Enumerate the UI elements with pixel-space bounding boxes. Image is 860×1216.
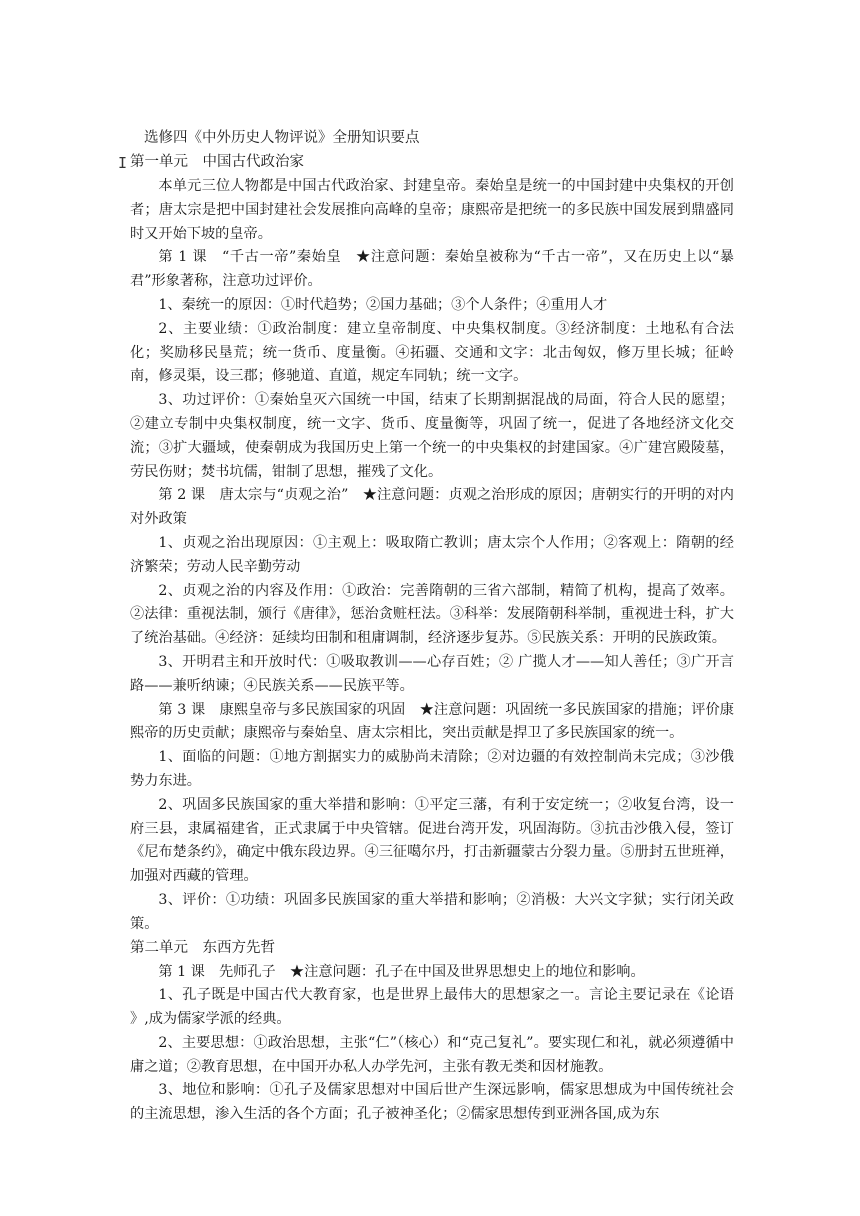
lesson-1-point-1: 1、秦统一的原因：①时代趋势；②国力基础；③个人条件；④重用人才 [158,296,608,313]
lesson-3-heading: 第 3 课 康熙皇帝与多民族国家的巩固 ★注意问题：巩固统一多民族国家的措施；评价康熙帝的历史贡献；康熙帝与秦始皇、唐太宗相比，突出贡献是捍卫了多民族国家的统一。 [130,701,734,742]
unit-1-heading-text: 第一单元 中国古代政治家 [130,154,304,170]
lesson-3-point-2: 2、巩固多民族国家的重大举措和影响：①平定三藩，有利于安定统一；②收复台湾，设一府三县，隶属福建省，正式隶属于中央管辖。促进台湾开发，巩固海防。③抗击沙俄入侵，签订《尼布楚条约》，确定中俄东段边界。④三征噶尔丹，打击新疆蒙古分裂力量。⑤册封五世班禅，加强对西藏的管理。 [130,796,734,885]
lesson-2-point-2: 2、贞观之治的内容及作用：①政治：完善隋朝的三省六部制，精简了机构，提高了效率。②法律：重视法制，颁行《唐律》，惩治贪赃枉法。③科举：发展隋朝科举制，重视进士科，扩大了统治基础。④经济：延续均田制和租庸调制，经济逐步复苏。⑤民族关系：开明的民族政策。 [130,582,734,647]
lesson-2-point-1: 1、贞观之治出现原因：①主观上：吸取隋亡教训；唐太宗个人作用；②客观上：隋朝的经济繁荣；劳动人民辛勤劳动 [130,534,734,575]
lesson-3-point-3: 3、评价：①功绩：巩固多民族国家的重大举措和影响；②消极：大兴文字狱；实行闭关政策。 [130,891,734,932]
lesson-2-point-3: 3、开明君主和开放时代：①吸取教训——心存百姓；② 广揽人才——知人善任；③广开言路——兼听纳谏；④民族关系——民族平等。 [130,653,734,694]
lesson-3-point-1: 1、面临的问题：①地方割据实力的威胁尚未清除；②对边疆的有效控制尚未完成；③沙俄势力东进。 [130,749,734,789]
unit-2-lesson-1-point-2: 2、主要思想：①政治思想，主张“仁”（核心）和“克己复礼”。要实现仁和礼，就必须遵循中庸之道；②教育思想，在中国开办私人办学先河，主张有教无类和因材施教。 [130,1034,734,1075]
lesson-1-heading: 第 1 课 “千古一帝”秦始皇 ★注意问题：秦始皇被称为“千古一帝”，又在历史上以“暴君”形象著称，注意功过评价。 [130,249,734,290]
unit-1-intro: 本单元三位人物都是中国古代政治家、封建皇帝。秦始皇是统一的中国封建中央集权的开创者；唐太宗是把中国封建社会发展推向高峰的皇帝；康熙帝是把统一的多民族中国发展到鼎盛同时又开始下坡的皇帝。 [130,178,734,242]
unit-2-heading: 第二单元 东西方先哲 [130,939,275,956]
unit-2-lesson-1-point-3: 3、地位和影响：①孔子及儒家思想对中国后世产生深远影响，儒家思想成为中国传统社会的主流思想，渗入生活的各个方面；孔子被神圣化；②儒家思想传到亚洲各国,成为东 [130,1082,734,1123]
unit-1-heading [118,151,734,175]
document-title: 选修四《中外历史人物评说》全册知识要点 [144,130,420,146]
lesson-2-heading: 第 2 课 唐太宗与“贞观之治” ★注意问题：贞观之治形成的原因；唐朝实行的开明的对内对外政策 [130,487,734,528]
lesson-1-point-3: 3、功过评价：①秦始皇灭六国统一中国，结束了长期割据混战的局面，符合人民的愿望；②建立专制中央集权制度，统一文字、货币、度量衡等，巩固了统一，促进了各地经济文化交流；③扩大疆域，使秦朝成为我国历史上第一个统一的中央集权的封建国家。④广建宫殿陵墓，劳民伤财；焚书坑儒，钳制了思想，摧残了文化。 [130,392,734,480]
unit-2-lesson-1-point-1: 1、孔子既是中国古代大教育家，也是世界上最伟大的思想家之一。言论主要记录在《论语 》,成为儒家学派的经典。 [130,987,734,1028]
unit-2-lesson-1-heading: 第 1 课 先师孔子 ★注意问题：孔子在中国及世界思想史上的地位和影响。 [158,963,645,980]
document-body [118,127,734,1127]
text-cursor-icon: I [118,154,128,172]
lesson-1-point-2: 2、主要业绩：①政治制度：建立皇帝制度、中央集权制度。③经济制度：土地私有合法化；奖励移民垦荒；统一货币、度量衡。④拓疆、交通和文字：北击匈奴，修万里长城；征岭南，修灵渠，设三郡；修驰道、直道，规定车同轨；统一文字。 [130,320,734,385]
